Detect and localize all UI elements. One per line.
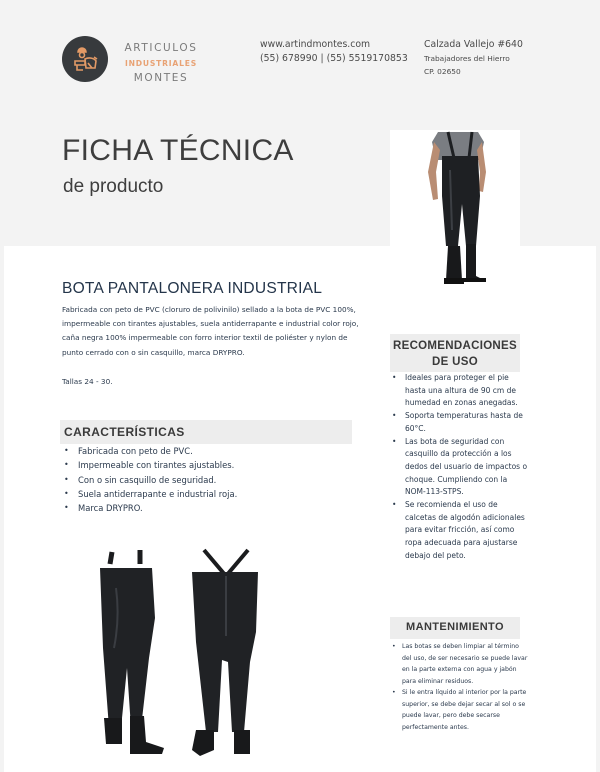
address-colony: Trabajadores del Hierro (424, 54, 510, 63)
recommendation-item: • Las bota de seguridad con casquillo da protección a los dedos del usuario de impactos o choque. Cumpliendo con la NOM-113-STPS. (388, 436, 528, 500)
features-title: CARACTERÍSTICAS (64, 425, 185, 439)
person-wader-image (390, 130, 520, 290)
recommendations-header (390, 334, 520, 372)
address-street: Calzada Vallejo #640 (424, 39, 523, 50)
maintenance-item: • Si le entra líquido al interior por la parte superior, se debe dejar secar al sol o se puede lavar, pero debe secarse perfectamente antes. (388, 687, 528, 733)
recommendation-item: • Se recomienda el uso de calcetas de algodón adicionales para evitar fricción, así como ropa adecuada para ajustarse debajo del peto. (388, 499, 528, 563)
recommendation-item: • Ideales para proteger el pie hasta una altura de 90 cm de humedad en zonas anegadas. (388, 372, 528, 410)
hero-product-photo (390, 130, 520, 290)
feature-item: • Suela antiderrapante e industrial roja. (62, 487, 237, 501)
recommendations-list (388, 372, 528, 563)
website-link[interactable]: www.artindmontes.com (260, 39, 371, 50)
features-list (62, 444, 237, 515)
maintenance-title: MANTENIMIENTO (406, 621, 504, 633)
waders-front-back-image (96, 548, 266, 758)
worker-helmet-icon (69, 43, 101, 75)
maintenance-list (388, 641, 528, 733)
contact-info (260, 38, 408, 66)
product-description: Fabricada con peto de PVC (cloruro de polivinilo) sellado a la bota de PVC 100%, impermeable con tirantes ajustables, suela antiderrapante e industrial color rojo, caña negra 100% impermeable con forro interior textil de poliéster y nylon de punto cerrado con o sin casquillo, marca DRYPRO. (62, 305, 359, 357)
recommendations-title-line1: RECOMENDACIONES (393, 340, 517, 352)
features-header (60, 420, 352, 444)
feature-item: • Fabricada con peto de PVC. (62, 444, 237, 458)
recommendation-item: • Soporta temperaturas hasta de 60°C. (388, 410, 528, 435)
recommendations-title-line2: DE USO (432, 356, 478, 368)
logo-badge (62, 36, 108, 82)
logo-line-montes: MONTES (133, 72, 189, 84)
feature-item: • Impermeable con tirantes ajustables. (62, 458, 237, 472)
page-title: FICHA TÉCNICA (62, 134, 294, 167)
maintenance-item: • Las botas se deben limpiar al término del uso, de ser necesario se puede lavar en la parte externa con agua y jabón para eliminar residuos. (388, 641, 528, 687)
feature-item: • Marca DRYPRO. (62, 501, 237, 515)
logo-line-industriales: INDUSTRIALES (125, 59, 197, 68)
product-name: BOTA PANTALONERA INDUSTRIAL (62, 280, 323, 297)
feature-item: • Con o sin casquillo de seguridad. (62, 473, 237, 487)
product-photo-front-back (96, 548, 266, 758)
logo-text (118, 41, 204, 86)
phone-numbers: (55) 678990 | (55) 5519170853 (260, 53, 408, 64)
maintenance-header (390, 617, 520, 639)
address-block (424, 38, 523, 78)
product-sizes: Tallas 24 - 30. (62, 377, 113, 386)
address-postal-code: CP. 02650 (424, 67, 461, 76)
page-subtitle: de producto (63, 176, 164, 197)
logo-line-articulos: ARTICULOS (124, 42, 198, 54)
